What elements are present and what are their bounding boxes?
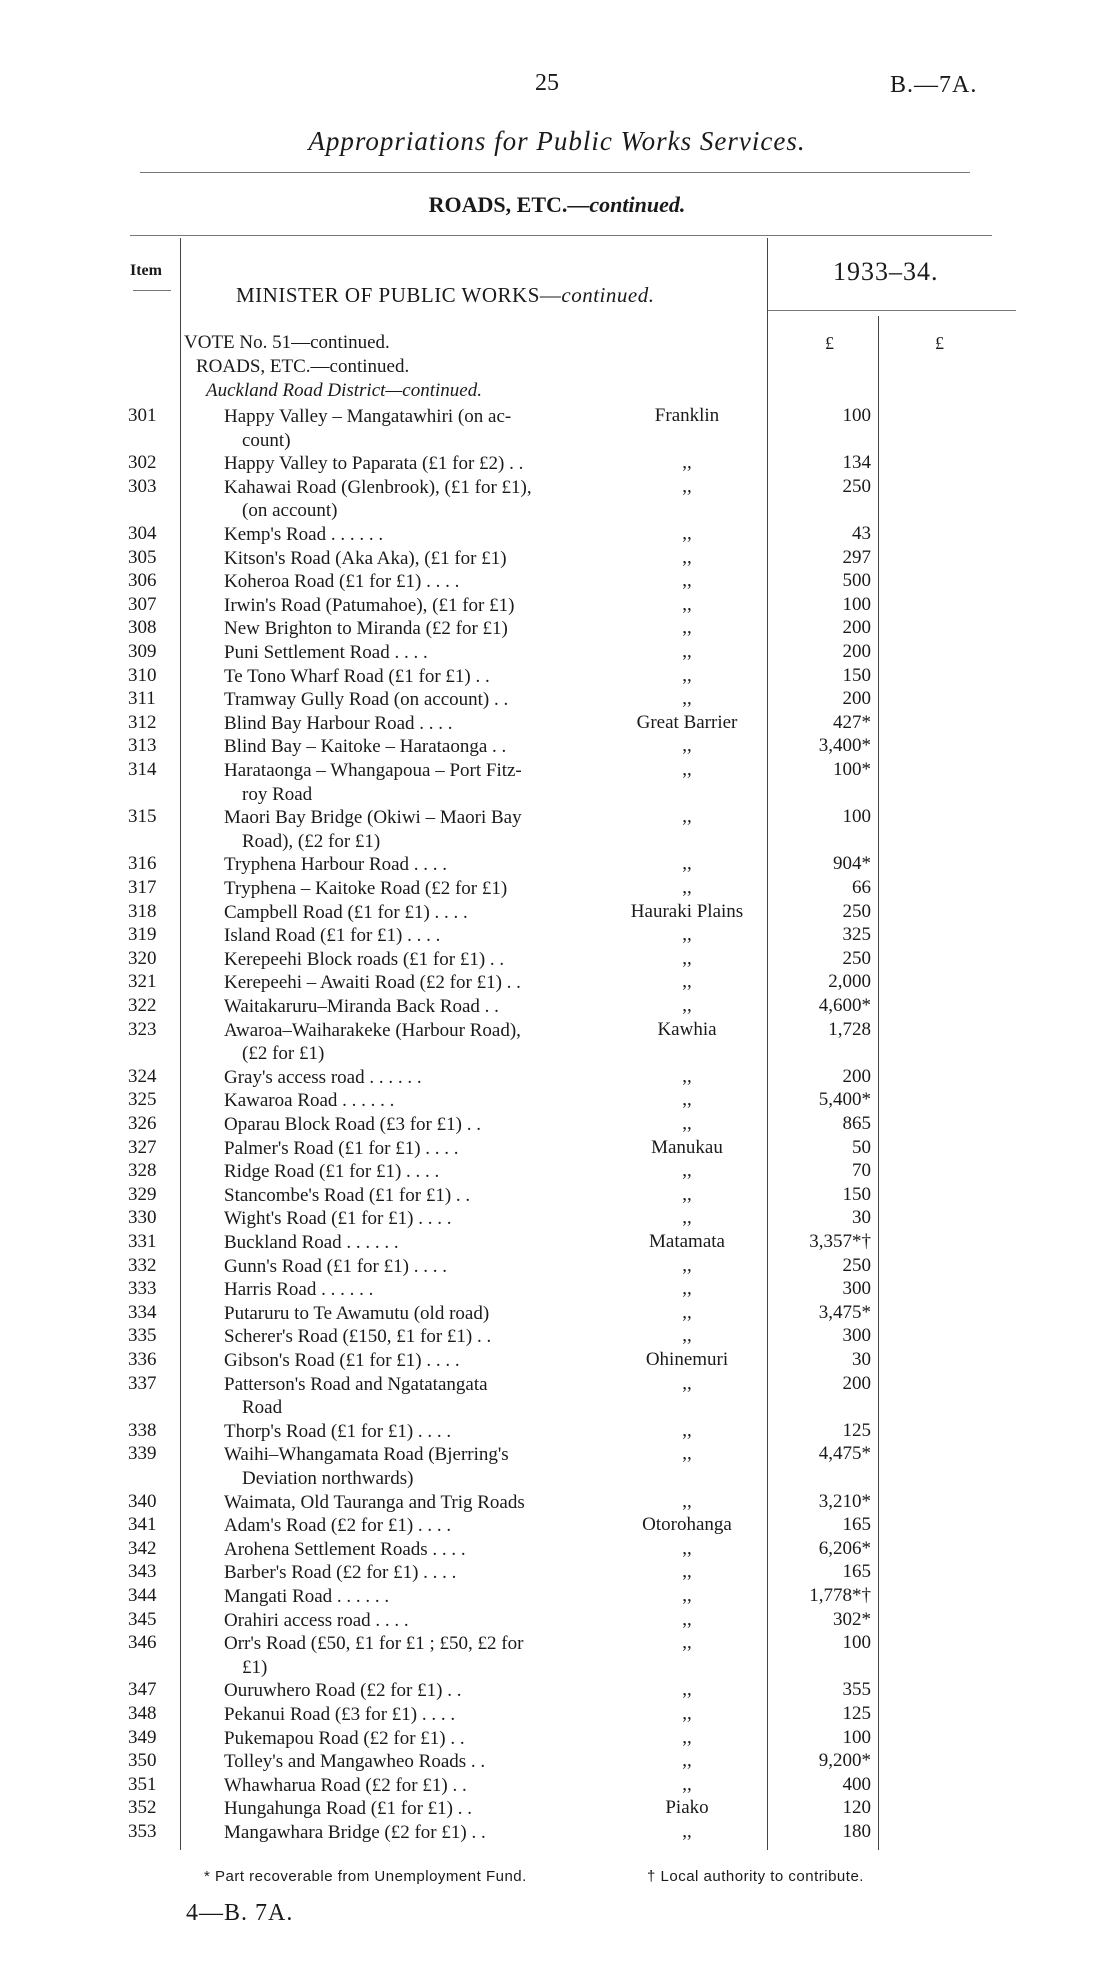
road-name [224, 877, 609, 901]
county-name: Ohinemuri [645, 1349, 729, 1370]
item-number: 301 [128, 405, 157, 426]
currency-header-2: £ [935, 333, 944, 353]
road-name [224, 1278, 609, 1302]
road-name [224, 1491, 609, 1515]
road-name-line: Road [242, 1397, 283, 1419]
road-name-line: Happy Valley – Mangatawhiri (on ac- [224, 406, 512, 427]
road-name [224, 1585, 609, 1609]
road-name [224, 1207, 609, 1231]
road-name [224, 1774, 609, 1798]
item-number: 336 [128, 1349, 157, 1370]
road-name [224, 1231, 609, 1255]
item-number: 340 [128, 1490, 157, 1512]
road-name-line: Gibson's Road (£1 for £1) . . . . [224, 1350, 460, 1371]
amount-value: 50 [852, 1136, 871, 1158]
road-name-line: Waimata, Old Tauranga and Trig Roads [224, 1491, 525, 1513]
amount-value: 865 [842, 1113, 871, 1134]
road-name-line: Campbell Road (£1 for £1) . . . . [224, 901, 468, 923]
amount-value: 100 [842, 806, 871, 828]
page-title: Appropriations for Public Works Services. [308, 126, 806, 156]
item-number: 342 [128, 1537, 157, 1559]
road-name-line: Oparau Block Road (£3 for £1) . . [224, 1114, 481, 1135]
road-name [224, 1160, 609, 1184]
road-name [224, 995, 609, 1019]
county-name: ,, [682, 1278, 692, 1300]
road-name [224, 1679, 609, 1703]
amount-value: 302* [833, 1608, 871, 1630]
road-name-line: Blind Bay – Kaitoke – Harataonga . . [224, 736, 507, 758]
item-number: 339 [128, 1443, 157, 1465]
road-name-line: Ouruwhero Road (£2 for £1) . . [224, 1680, 462, 1702]
amount-column-rule [878, 316, 879, 1850]
road-name [224, 1750, 609, 1774]
road-name [224, 452, 609, 476]
road-name-line: Stancombe's Road (£1 for £1) . . [224, 1184, 471, 1206]
road-name-line: Hungahunga Road (£1 for £1) . . [224, 1798, 473, 1820]
road-name [224, 688, 609, 712]
county-name: ,, [682, 1254, 692, 1276]
road-name-line: Maori Bay Bridge (Okiwi – Maori Bay [224, 807, 522, 829]
item-number: 351 [128, 1773, 157, 1795]
amount-value: 3,210* [818, 1490, 871, 1512]
road-name [224, 1538, 609, 1562]
item-number: 308 [128, 617, 157, 639]
amount-value: 904* [833, 853, 871, 875]
amount-value: 200 [842, 1065, 871, 1087]
amount-value: 134 [842, 452, 871, 474]
road-name-line: Tramway Gully Road (on account) . . [224, 689, 509, 711]
county-name: ,, [682, 924, 692, 946]
road-name-line: Barber's Road (£2 for £1) . . . . [224, 1562, 457, 1584]
road-name-line: Harris Road . . . . . . [224, 1279, 374, 1301]
item-number: 305 [128, 546, 157, 568]
item-number: 341 [128, 1514, 157, 1536]
county-name: ,, [682, 806, 692, 828]
county-name: ,, [682, 546, 692, 568]
item-number: 302 [128, 452, 157, 474]
county-name: ,, [682, 877, 692, 898]
road-name-line: Whawharua Road (£2 for £1) . . [224, 1774, 467, 1796]
amount-value: 325 [842, 924, 871, 946]
item-number: 330 [128, 1207, 157, 1229]
amount-value: 300 [842, 1325, 871, 1347]
road-name-line: Awaroa–Waiharakeke (Harbour Road), [224, 1019, 521, 1041]
road-name [224, 1066, 609, 1090]
county-name: ,, [682, 1160, 692, 1182]
road-name-line: £1) [242, 1656, 268, 1678]
item-number: 309 [128, 641, 157, 662]
item-column-header: Item [130, 262, 162, 279]
item-number: 346 [128, 1632, 157, 1654]
road-name [224, 948, 609, 972]
amount-value: 1,778*† [809, 1585, 871, 1606]
amount-value: 100 [842, 1632, 871, 1654]
road-name [224, 665, 609, 689]
item-number: 317 [128, 877, 157, 898]
road-name-line: New Brighton to Miranda (£2 for £1) [224, 618, 508, 640]
road-name-line: Kerepeehi – Awaiti Road (£2 for £1) . . [224, 972, 521, 994]
item-number: 347 [128, 1679, 157, 1701]
amount-value: 125 [842, 1703, 871, 1724]
amount-value: 6,206* [818, 1537, 871, 1559]
amount-value: 427* [833, 711, 871, 733]
amount-value: 125 [842, 1419, 871, 1441]
amount-value: 250 [842, 475, 871, 497]
road-name [224, 523, 609, 547]
road-name [224, 1113, 609, 1137]
road-name-line: Waitakaruru–Miranda Back Road . . [224, 996, 499, 1017]
road-name [224, 924, 609, 948]
road-name-line: Kahawai Road (Glenbrook), (£1 for £1), [224, 476, 532, 498]
road-name [224, 1302, 609, 1326]
road-name [224, 1514, 609, 1538]
item-number: 332 [128, 1254, 157, 1276]
item-number: 345 [128, 1608, 157, 1630]
page-number: 25 [535, 70, 559, 96]
county-name: Great Barrier [636, 711, 738, 733]
county-name: ,, [682, 1113, 692, 1134]
district-subheading: Auckland Road District—continued. [206, 380, 482, 401]
item-number: 343 [128, 1561, 157, 1583]
amount-value: 3,475* [818, 1301, 871, 1323]
item-number: 314 [128, 759, 157, 780]
item-number: 344 [128, 1585, 157, 1606]
road-name [224, 1325, 609, 1349]
item-column-rule [180, 238, 181, 1850]
county-name: Otorohanga [642, 1514, 732, 1536]
item-number: 319 [128, 924, 157, 946]
road-name [224, 1137, 609, 1161]
road-name-line: Gunn's Road (£1 for £1) . . . . [224, 1255, 447, 1277]
amount-value: 200 [842, 641, 871, 662]
item-number: 313 [128, 735, 157, 757]
road-name-line: Koheroa Road (£1 for £1) . . . . [224, 571, 460, 593]
title-rule [140, 172, 970, 173]
road-name [224, 1019, 609, 1066]
road-name-line: Pukemapou Road (£2 for £1) . . [224, 1727, 465, 1749]
county-name: ,, [682, 1372, 692, 1394]
amount-value: 200 [842, 1372, 871, 1394]
amount-value: 300 [842, 1278, 871, 1300]
item-number: 318 [128, 900, 157, 922]
item-number: 338 [128, 1419, 157, 1441]
county-name: ,, [682, 1561, 692, 1583]
road-name-line: roy Road [242, 783, 313, 805]
item-number: 334 [128, 1301, 157, 1323]
amount-value: 30 [852, 1349, 871, 1370]
item-number: 337 [128, 1372, 157, 1394]
amount-value: 250 [842, 1254, 871, 1276]
item-number: 325 [128, 1089, 157, 1111]
item-number: 306 [128, 570, 157, 592]
county-name: ,, [682, 1443, 692, 1465]
amount-value: 165 [842, 1514, 871, 1536]
amount-value: 5,400* [818, 1089, 871, 1111]
road-name-line: Palmer's Road (£1 for £1) . . . . [224, 1137, 459, 1159]
county-name: ,, [682, 523, 692, 544]
county-name: Franklin [654, 405, 720, 426]
county-name: ,, [682, 971, 692, 993]
road-name-line: Irwin's Road (Patumahoe), (£1 for £1) [224, 594, 515, 616]
road-name-line: Orahiri access road . . . . [224, 1609, 409, 1631]
amount-value: 150 [842, 1183, 871, 1205]
road-name [224, 901, 609, 925]
amount-value: 30 [852, 1207, 871, 1229]
road-name-line: Waihi–Whangamata Road (Bjerring's [224, 1444, 509, 1466]
road-name-line: Scherer's Road (£150, £1 for £1) . . [224, 1326, 492, 1348]
district-column-rule [767, 238, 768, 1850]
road-name [224, 1703, 609, 1727]
road-name [224, 1255, 609, 1279]
road-name [224, 1727, 609, 1751]
road-name [224, 712, 609, 736]
amount-value: 165 [842, 1561, 871, 1583]
road-name-line: Mangawhara Bridge (£2 for £1) . . [224, 1822, 486, 1843]
amount-value: 500 [842, 570, 871, 592]
year-heading: 1933–34. [833, 257, 939, 286]
road-name [224, 476, 609, 523]
year-underline [768, 310, 1016, 311]
road-name-line: Te Tono Wharf Road (£1 for £1) . . [224, 665, 490, 687]
item-number: 349 [128, 1726, 157, 1748]
county-name: ,, [682, 759, 692, 780]
road-name [224, 1797, 609, 1821]
amount-value: 250 [842, 900, 871, 922]
road-name-line: Buckland Road . . . . . . [224, 1232, 399, 1253]
road-name-line: count) [242, 429, 291, 451]
road-name-line: Thorp's Road (£1 for £1) . . . . [224, 1420, 452, 1442]
county-name: ,, [682, 1325, 692, 1347]
county-name: ,, [682, 947, 692, 969]
county-name: ,, [682, 1750, 692, 1772]
item-number: 322 [128, 995, 157, 1016]
amount-value: 250 [842, 947, 871, 969]
county-name: ,, [682, 1726, 692, 1748]
road-name [224, 1561, 609, 1585]
item-header-underline [133, 290, 171, 291]
county-name: ,, [682, 641, 692, 662]
amount-value: 2,000 [828, 971, 871, 993]
county-name: ,, [682, 1207, 692, 1229]
road-name-line: Kerepeehi Block roads (£1 for £1) . . [224, 948, 505, 970]
amount-value: 297 [842, 546, 871, 568]
item-number: 304 [128, 523, 157, 544]
road-name-line: Deviation northwards) [242, 1467, 414, 1489]
road-name-line: (£2 for £1) [242, 1043, 325, 1065]
item-number: 323 [128, 1018, 157, 1040]
road-name-line: Arohena Settlement Roads . . . . [224, 1538, 466, 1560]
amount-value: 100 [842, 1726, 871, 1748]
county-name: ,, [682, 1183, 692, 1205]
road-name-line: Pekanui Road (£3 for £1) . . . . [224, 1704, 456, 1725]
road-name [224, 1349, 609, 1373]
item-number: 329 [128, 1183, 157, 1205]
amount-value: 100 [842, 405, 871, 426]
road-name [224, 617, 609, 641]
county-name: ,, [682, 475, 692, 497]
road-name-line: Orr's Road (£50, £1 for £1 ; £50, £2 for [224, 1633, 524, 1655]
county-name: ,, [682, 735, 692, 757]
road-name [224, 806, 609, 853]
road-name-line: Blind Bay Harbour Road . . . . [224, 712, 453, 734]
amount-value: 120 [842, 1797, 871, 1819]
item-number: 331 [128, 1231, 157, 1252]
item-number: 321 [128, 971, 157, 993]
road-name-line: Ridge Road (£1 for £1) . . . . [224, 1161, 440, 1183]
item-number: 353 [128, 1821, 157, 1842]
county-name: ,, [682, 853, 692, 875]
road-name-line: Harataonga – Whangapoua – Port Fitz- [224, 760, 522, 781]
signature-mark: 4—B. 7A. [186, 1900, 294, 1926]
amount-value: 4,600* [818, 995, 871, 1016]
road-name [224, 1821, 609, 1845]
table-top-rule [130, 235, 992, 236]
road-name-line: Tolley's and Mangawheo Roads . . [224, 1751, 486, 1773]
footnote-unemployment-fund: * Part recoverable from Unemployment Fund. [204, 1868, 527, 1885]
item-number: 303 [128, 475, 157, 497]
road-name [224, 1420, 609, 1444]
county-name: ,, [682, 593, 692, 615]
county-name: ,, [682, 995, 692, 1016]
county-name: ,, [682, 1632, 692, 1654]
amount-value: 150 [842, 664, 871, 686]
currency-header-1: £ [825, 333, 834, 353]
county-name: ,, [682, 452, 692, 474]
road-name [224, 759, 609, 806]
item-number: 352 [128, 1797, 157, 1819]
road-name-line: Tryphena – Kaitoke Road (£2 for £1) [224, 878, 508, 899]
item-number: 350 [128, 1750, 157, 1772]
county-name: ,, [682, 1821, 692, 1842]
item-number: 324 [128, 1065, 157, 1087]
vote-line: VOTE No. 51—continued. [184, 332, 390, 353]
amount-value: 3,400* [818, 735, 871, 757]
road-name-line: Happy Valley to Paparata (£1 for £2) . . [224, 453, 524, 475]
road-name-line: Island Road (£1 for £1) . . . . [224, 925, 441, 947]
item-number: 328 [128, 1160, 157, 1182]
county-name: Piako [665, 1797, 709, 1819]
section-title: ROADS, ETC.—continued. [428, 192, 686, 217]
item-number: 312 [128, 711, 157, 733]
county-name: Matamata [649, 1231, 725, 1252]
item-number: 327 [128, 1136, 157, 1158]
road-name-line: Puni Settlement Road . . . . [224, 642, 428, 663]
county-name: ,, [682, 1585, 692, 1606]
amount-value: 100 [842, 593, 871, 615]
county-name: Manukau [651, 1136, 723, 1158]
county-name: ,, [682, 1608, 692, 1630]
county-name: ,, [682, 1679, 692, 1701]
roads-subheading: ROADS, ETC.—continued. [196, 356, 410, 377]
road-name [224, 1609, 609, 1633]
amount-value: 200 [842, 617, 871, 639]
amount-value: 180 [842, 1821, 871, 1842]
county-name: ,, [682, 617, 692, 639]
county-name: ,, [682, 1703, 692, 1724]
item-number: 311 [128, 688, 156, 710]
county-name: ,, [682, 1301, 692, 1323]
item-number: 310 [128, 664, 157, 686]
road-name-line: Tryphena Harbour Road . . . . [224, 854, 448, 876]
amount-value: 43 [852, 523, 871, 544]
county-name: Hauraki Plains [630, 900, 744, 922]
road-name-line: Patterson's Road and Ngatatangata [224, 1373, 488, 1395]
footnote-local-authority: † Local authority to contribute. [647, 1868, 864, 1885]
amount-value: 3,357*† [809, 1231, 871, 1252]
amount-value: 70 [852, 1160, 871, 1182]
amount-value: 400 [842, 1773, 871, 1795]
item-number: 315 [128, 806, 157, 828]
road-name [224, 570, 609, 594]
road-name [224, 853, 609, 877]
road-name [224, 1373, 609, 1420]
road-name-line: Wight's Road (£1 for £1) . . . . [224, 1208, 452, 1230]
amount-value: 355 [842, 1679, 871, 1701]
item-number: 326 [128, 1113, 157, 1134]
road-name [224, 1089, 609, 1113]
item-number: 307 [128, 593, 157, 615]
county-name: ,, [682, 1065, 692, 1087]
county-name: ,, [682, 688, 692, 710]
road-name-line: (on account) [242, 500, 338, 522]
minister-heading: MINISTER OF PUBLIC WORKS—continued. [236, 283, 655, 307]
road-name-line: Kemp's Road . . . . . . [224, 524, 384, 545]
road-name [224, 1184, 609, 1208]
amount-value: 4,475* [818, 1443, 871, 1465]
road-name [224, 594, 609, 618]
road-name-line: Kawaroa Road . . . . . . [224, 1090, 395, 1112]
item-number: 320 [128, 947, 157, 969]
item-number: 335 [128, 1325, 157, 1347]
amount-value: 66 [852, 877, 871, 898]
item-number: 316 [128, 853, 157, 875]
road-name [224, 641, 609, 665]
county-name: ,, [682, 1537, 692, 1559]
county-name: ,, [682, 1419, 692, 1441]
amount-value: 200 [842, 688, 871, 710]
road-name-line: Road), (£2 for £1) [242, 830, 381, 852]
county-name: ,, [682, 1490, 692, 1512]
county-name: ,, [682, 1089, 692, 1111]
road-name [224, 1632, 609, 1679]
road-name-line: Mangati Road . . . . . . [224, 1586, 390, 1607]
county-name: ,, [682, 664, 692, 686]
amount-value: 1,728 [828, 1018, 871, 1040]
road-name [224, 547, 609, 571]
county-name: ,, [682, 570, 692, 592]
road-name-line: Kitson's Road (Aka Aka), (£1 for £1) [224, 547, 507, 569]
road-name-line: Gray's access road . . . . . . [224, 1066, 422, 1088]
county-name: ,, [682, 1773, 692, 1795]
road-name [224, 1443, 609, 1490]
document-reference: B.—7A. [890, 72, 978, 98]
county-name: Kawhia [657, 1018, 717, 1040]
road-name-line: Putaruru to Te Awamutu (old road) [224, 1302, 490, 1324]
road-name [224, 405, 609, 452]
road-name [224, 735, 609, 759]
item-number: 348 [128, 1703, 157, 1724]
amount-value: 100* [833, 759, 871, 780]
amount-value: 9,200* [818, 1750, 871, 1772]
road-name-line: Adam's Road (£2 for £1) . . . . [224, 1515, 452, 1537]
item-number: 333 [128, 1278, 157, 1300]
road-name [224, 971, 609, 995]
